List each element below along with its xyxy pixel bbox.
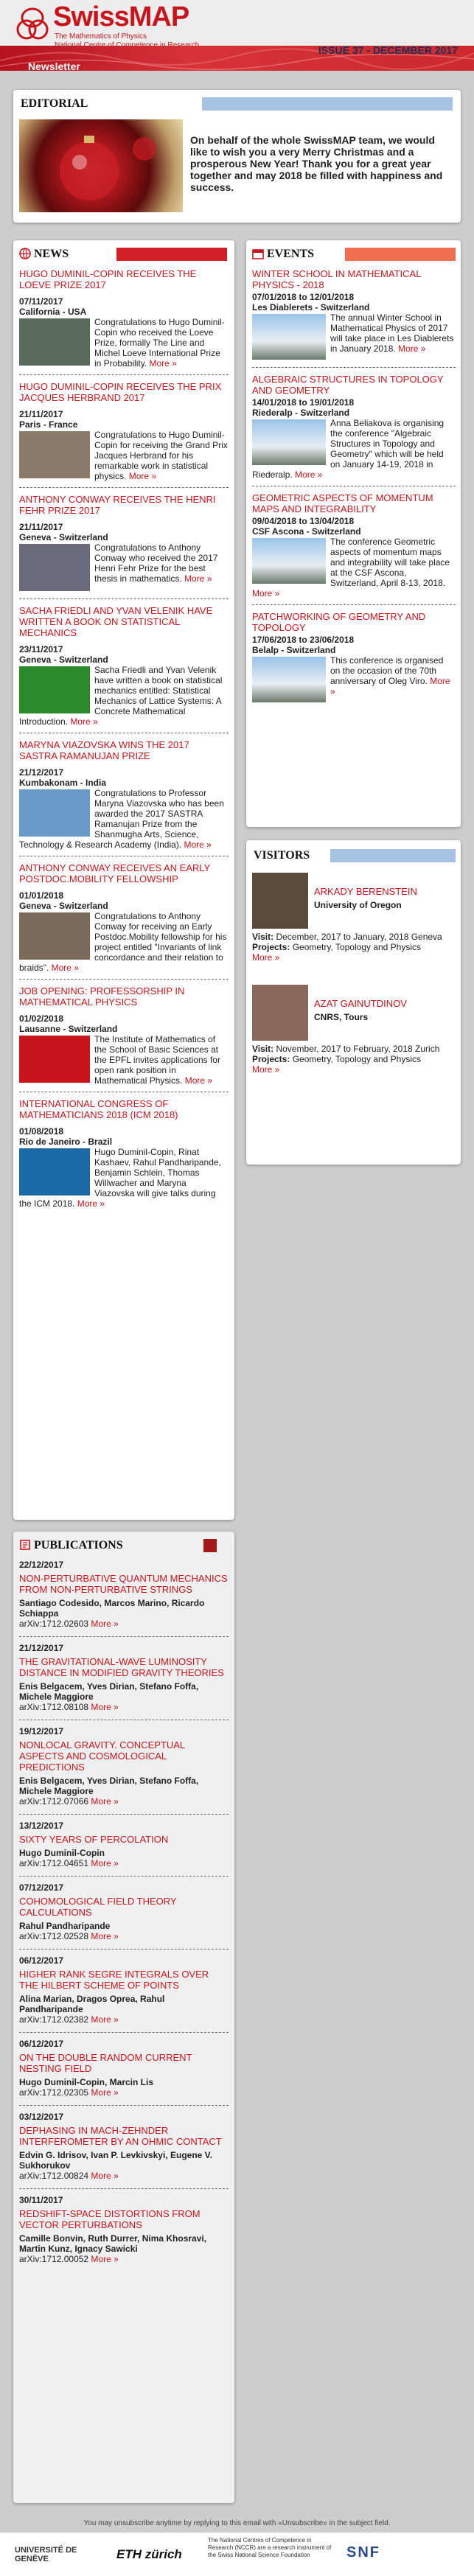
swissmap-logo-icon	[16, 4, 49, 44]
news-item-image[interactable]	[19, 1036, 90, 1083]
publication-title[interactable]: COHOMOLOGICAL FIELD THEORY CALCULATIONS	[19, 1896, 177, 1918]
publication-date: 13/12/2017	[19, 1821, 64, 1831]
publication-separator	[19, 2032, 229, 2033]
event-item-title[interactable]: WINTER SCHOOL IN MATHEMATICAL PHYSICS - 2018	[252, 268, 421, 290]
calendar-icon	[252, 248, 264, 259]
news-item-text: Congratulations to Anthony Conway for receiving an Early Postdoc.Mobility fellowship for his project entitled "Invariants of link concordance and their relation to braids".	[19, 911, 227, 973]
event-separator	[252, 604, 456, 605]
publication-separator	[19, 2105, 229, 2106]
news-item-text: Hugo Duminil-Copin, Rinat Kashaev, Rahul Pandharipande, Benjamin Schlein, Thomas Willwacher and Maryna Viazovska will give talks during the ICM 2018.	[19, 1147, 221, 1209]
visit-text: December, 2017 to January, 2018 Geneva	[276, 932, 442, 942]
christmas-ornament-icon	[19, 119, 183, 212]
news-item-text: Sacha Friedli and Yvan Velenik have written a book on statistical mechanics entitled: Statistical Mechanics of Lattice Systems: A Concrete Mathematical Introduction.	[19, 665, 223, 727]
more-link[interactable]: More »	[91, 1619, 119, 1629]
news-item-body	[19, 911, 229, 973]
news-panel	[13, 240, 234, 1520]
event-item-date: 14/01/2018 to 19/01/2018	[252, 397, 355, 408]
event-item-date: 17/06/2018 to 23/06/2018	[252, 635, 355, 645]
publication-title[interactable]: ON THE DOUBLE RANDOM CURRENT NESTING FIELD	[19, 2052, 192, 2074]
event-item-title[interactable]: GEOMETRIC ASPECTS OF MOMENTUM MAPS AND INTEGRABILITY	[252, 492, 433, 514]
brand-title: SwissMAP	[53, 1, 189, 32]
arxiv-id: arXiv:1712.00824	[19, 2171, 89, 2181]
news-separator	[19, 374, 229, 375]
partner-logos	[0, 2533, 474, 2576]
visitor-institution: University of Oregon	[314, 900, 402, 910]
news-item-image[interactable]	[19, 912, 90, 960]
event-item-date: 07/01/2018 to 12/01/2018	[252, 292, 355, 302]
publication-arxiv	[19, 2087, 229, 2098]
news-item	[19, 268, 229, 375]
event-item-location: Riederalp - Switzerland	[252, 408, 350, 418]
publication-authors: Hugo Duminil-Copin	[19, 1848, 105, 1858]
arxiv-id: arXiv:1712.02603	[19, 1619, 89, 1629]
editorial-title: EDITORIAL	[21, 97, 88, 110]
visitor-institution: CNRS, Tours	[314, 1012, 369, 1022]
event-item-text: Anna Beliakova is organising the conference "Algebraic Structures in Topology and Geometry" which will be held on January 14-19, 2018 in Riederalp.	[252, 418, 445, 480]
nccr-logo[interactable]: The National Centres of Competence in Research (NCCR) are a research instrument of the Swiss National Science Foundation	[208, 2537, 332, 2558]
publication-arxiv	[19, 1702, 229, 1712]
news-item-text: Congratulations to Professor Maryna Viazovska who has been awarded the 2017 SASTRA Ramanujan Prize from the Shanmugha Arts, Science, Technology & Research Academy (India).	[19, 788, 224, 850]
publication-separator	[19, 1636, 229, 1637]
news-item-body	[19, 665, 229, 727]
publication-authors: Enis Belgacem, Yves Dirian, Stefano Foffa, Michele Maggiore	[19, 1776, 199, 1796]
publications-red-square	[203, 1539, 217, 1552]
news-item-location: Lausanne - Switzerland	[19, 1024, 118, 1034]
more-link[interactable]: More »	[91, 2171, 119, 2181]
events-title: EVENTS	[267, 248, 315, 260]
event-item-location: Belalp - Switzerland	[252, 645, 336, 655]
more-link[interactable]: More »	[91, 1858, 119, 1868]
visitors-title: VISITORS	[254, 849, 310, 862]
more-link[interactable]: More »	[91, 2087, 119, 2098]
news-item-title[interactable]: ANTHONY CONWAY RECEIVES AN EARLY POSTDOC.MOBILITY FELLOWSHIP	[19, 862, 211, 884]
projects-label: Projects:	[252, 1054, 290, 1064]
event-separator	[252, 367, 456, 368]
news-item-date: 01/08/2018	[19, 1126, 64, 1137]
publication-separator	[19, 1949, 229, 1950]
event-item	[252, 611, 456, 704]
visitors-panel	[246, 840, 461, 1165]
events-panel	[246, 240, 461, 827]
publication-item	[19, 2195, 229, 2264]
projects-text: Geometry, Topology and Physics	[292, 1054, 422, 1064]
event-item	[252, 492, 456, 605]
publications-list	[19, 1560, 229, 2270]
editorial-image	[19, 119, 183, 212]
publication-title[interactable]: SIXTY YEARS OF PERCOLATION	[19, 1834, 169, 1845]
more-link[interactable]: More »	[91, 1796, 119, 1807]
news-item-body	[19, 542, 229, 593]
event-item-body	[252, 313, 456, 361]
news-item	[19, 985, 229, 1092]
news-separator	[19, 979, 229, 980]
arxiv-id: arXiv:1712.07066	[19, 1796, 89, 1807]
publication-date: 21/12/2017	[19, 1643, 64, 1653]
news-item	[19, 1098, 229, 1209]
news-item-date: 01/02/2018	[19, 1013, 64, 1024]
news-item-body	[19, 1147, 229, 1209]
visitor-photo[interactable]	[252, 985, 308, 1041]
book-icon	[19, 1539, 31, 1551]
publication-item	[19, 1955, 229, 2033]
publication-title[interactable]: HIGHER RANK SEGRE INTEGRALS OVER THE HILBERT SCHEME OF POINTS	[19, 1969, 209, 1991]
newsletter-label: Newsletter	[28, 60, 80, 72]
arxiv-id: arXiv:1712.02382	[19, 2014, 89, 2025]
publications-title: PUBLICATIONS	[34, 1539, 123, 1551]
arxiv-id: arXiv:1712.02528	[19, 1931, 89, 1941]
visitors-list	[252, 873, 456, 1097]
more-link[interactable]: More »	[330, 676, 450, 697]
issue-label: ISSUE 37 - DECEMBER 2017	[318, 44, 458, 56]
event-item-body	[252, 537, 456, 598]
news-item-date: 23/11/2017	[19, 644, 63, 655]
eth-logo[interactable]: ETH zürich	[116, 2547, 182, 2561]
visitor-visit	[252, 932, 456, 942]
more-link[interactable]: More »	[91, 1702, 119, 1712]
more-link[interactable]: More »	[252, 588, 280, 598]
events-list	[252, 268, 456, 710]
publication-authors: Edvin G. Idrisov, Ivan P. Levkivskyi, Eugene V. Sukhorukov	[19, 2150, 212, 2171]
news-item-title[interactable]: MARYNA VIAZOVSKA WINS THE 2017 SASTRA RAMANUJAN PRIZE	[19, 739, 189, 761]
publication-item	[19, 1821, 229, 1877]
publication-item	[19, 1882, 229, 1950]
events-title-bar	[345, 248, 456, 261]
publication-item	[19, 2039, 229, 2106]
news-item-title[interactable]: HUGO DUMINIL-COPIN RECEIVES THE LOEVE PRIZE 2017	[19, 268, 197, 290]
visitors-title-bar	[330, 849, 456, 862]
news-item-image[interactable]	[19, 789, 90, 837]
event-item-image[interactable]	[252, 538, 326, 584]
event-item-location: CSF Ascona - Switzerland	[252, 526, 361, 537]
arxiv-id: arXiv:1712.00052	[19, 2254, 89, 2264]
more-link[interactable]: More »	[184, 573, 212, 584]
news-item-location: Paris - France	[19, 419, 78, 430]
news-item-body	[19, 317, 229, 369]
visitor-projects	[252, 942, 456, 952]
publication-title[interactable]: REDSHIFT-SPACE DISTORTIONS FROM VECTOR PERTURBATIONS	[19, 2208, 201, 2230]
publication-title[interactable]: NONLOCAL GRAVITY. CONCEPTUAL ASPECTS AND COSMOLOGICAL PREDICTIONS	[19, 1739, 185, 1773]
news-item-title[interactable]: HUGO DUMINIL-COPIN RECEIVES THE PRIX JACQUES HERBRAND 2017	[19, 381, 222, 403]
news-item-body	[19, 1034, 229, 1086]
publication-arxiv	[19, 2254, 229, 2264]
news-item-text: Congratulations to Hugo Duminil-Copin who received the Loeve Prize, formally The Line and Michel Loeve International Prize in Probability.	[94, 317, 225, 369]
visitor-name[interactable]: AZAT GAINUTDINOV	[314, 998, 407, 1009]
news-item-location: Kumbakonam - India	[19, 778, 107, 788]
projects-text: Geometry, Topology and Physics	[292, 942, 422, 952]
more-link[interactable]: More »	[252, 952, 280, 963]
publication-item	[19, 1560, 229, 1637]
event-item	[252, 374, 456, 486]
publication-authors: Alina Marian, Dragos Oprea, Rahul Pandharipande	[19, 1994, 165, 2014]
publication-item	[19, 1643, 229, 1720]
more-link[interactable]: More »	[77, 1198, 105, 1209]
projects-label: Projects:	[252, 942, 290, 952]
news-list	[19, 268, 229, 1215]
publication-arxiv	[19, 1619, 229, 1629]
news-item-text: Congratulations to Anthony Conway who received the 2017 Henri Fehr Prize for the best thesis in mathematics.	[94, 542, 218, 584]
news-separator	[19, 487, 229, 488]
news-item-image[interactable]	[19, 431, 90, 478]
more-link[interactable]: More »	[398, 343, 426, 354]
more-link[interactable]: More »	[70, 716, 98, 727]
event-item-title[interactable]: PATCHWORKING OF GEOMETRY AND TOPOLOGY	[252, 611, 426, 633]
brand-subtitle: The Mathematics of Physics	[55, 32, 147, 41]
news-item-body	[19, 430, 229, 481]
news-item-location: Rio de Janeiro - Brazil	[19, 1137, 113, 1147]
publication-separator	[19, 1876, 229, 1877]
event-item-title[interactable]: ALGEBRAIC STRUCTURES IN TOPOLOGY AND GEOMETRY	[252, 374, 444, 396]
news-item-date: 21/11/2017	[19, 409, 63, 419]
news-title: NEWS	[34, 248, 69, 260]
publication-arxiv	[19, 2014, 229, 2025]
publication-authors: Santiago Codesido, Marcos Marino, Ricardo Schiappa	[19, 1598, 205, 1619]
publication-title[interactable]: THE GRAVITATIONAL-WAVE LUMINOSITY DISTANCE IN MODIFIED GRAVITY THEORIES	[19, 1656, 224, 1678]
visitor-projects	[252, 1054, 456, 1064]
news-item-image[interactable]	[19, 318, 90, 366]
publication-arxiv	[19, 1931, 229, 1941]
news-item-location: California - USA	[19, 307, 87, 317]
unsubscribe-note: You may unsubscribe anytime by replying to this email with «Unsubscribe» in the subject field.	[83, 2519, 391, 2527]
news-item-text: Congratulations to Hugo Duminil-Copin for receiving the Grand Prix Jacques Herbrand for his remarkable work in statistical physics.	[94, 430, 228, 481]
news-item-body	[19, 788, 229, 850]
visit-text: November, 2017 to February, 2018 Zurich	[276, 1044, 440, 1054]
publication-date: 06/12/2017	[19, 2039, 64, 2049]
more-link[interactable]: More »	[91, 1931, 119, 1941]
publication-date: 06/12/2017	[19, 1955, 64, 1966]
news-item	[19, 381, 229, 488]
visit-label: Visit:	[252, 1044, 274, 1054]
publication-item	[19, 2112, 229, 2189]
visit-label: Visit:	[252, 932, 274, 942]
news-item-image[interactable]	[19, 1148, 90, 1195]
more-link[interactable]: More »	[184, 1075, 213, 1086]
unige-logo[interactable]: UNIVERSITÉ DE GENÈVE	[15, 2546, 77, 2563]
visitor-item	[252, 873, 456, 963]
news-item-title[interactable]: INTERNATIONAL CONGRESS OF MATHEMATICIANS 2018 (ICM 2018)	[19, 1098, 178, 1120]
event-item-date: 09/04/2018 to 13/04/2018	[252, 516, 355, 526]
news-item-title[interactable]: SACHA FRIEDLI AND YVAN VELENIK HAVE WRITTEN A BOOK ON STATISTICAL MECHANICS	[19, 605, 213, 638]
news-item	[19, 739, 229, 856]
event-item-text: This conference is organised on the occasion of the 70th anniversary of Oleg Viro.	[330, 655, 444, 686]
news-item-text: The Institute of Mathematics of the School of Basic Sciences at the EPFL invites applications for open rank position in Mathematical Physics.	[94, 1034, 220, 1086]
more-link[interactable]: More »	[252, 1064, 280, 1075]
more-link[interactable]: More »	[91, 2254, 119, 2264]
event-item-location: Les Diablerets - Switzerland	[252, 302, 370, 313]
more-link[interactable]: More »	[128, 471, 157, 481]
event-item-image[interactable]	[252, 419, 326, 465]
visitor-visit	[252, 1044, 456, 1054]
visitor-header	[252, 985, 456, 1041]
news-separator	[19, 598, 229, 599]
publication-date: 19/12/2017	[19, 1726, 64, 1736]
news-item-date: 01/01/2018	[19, 890, 64, 901]
publication-date: 30/11/2017	[19, 2195, 63, 2205]
publication-item	[19, 1726, 229, 1815]
arxiv-id: arXiv:1712.02305	[19, 2087, 89, 2098]
news-item-location: Geneva - Switzerland	[19, 901, 108, 911]
news-item-image[interactable]	[19, 544, 90, 591]
publication-arxiv	[19, 1796, 229, 1807]
visitor-header	[252, 873, 456, 929]
publication-authors: Hugo Duminil-Copin, Marcin Lis	[19, 2077, 153, 2087]
publication-date: 03/12/2017	[19, 2112, 64, 2122]
event-item	[252, 268, 456, 368]
publication-separator	[19, 1814, 229, 1815]
publication-title[interactable]: DEPHASING IN MACH-ZEHNDER INTERFEROMETER BY AN OHMIC CONTACT	[19, 2125, 222, 2147]
arxiv-id: arXiv:1712.08108	[19, 1702, 89, 1712]
news-title-bar	[116, 248, 227, 261]
publication-date: 07/12/2017	[19, 1882, 64, 1893]
header	[0, 0, 474, 71]
visitor-photo[interactable]	[252, 873, 308, 929]
editorial-text: On behalf of the whole SwissMAP team, we would like to wish you a very Merry Christmas and a prosperous New Year! Thank you for a great year together and may 2018 be filled with happiness and success.	[190, 134, 443, 193]
news-item	[19, 494, 229, 599]
more-link[interactable]: More »	[295, 470, 323, 480]
publication-arxiv	[19, 1858, 229, 1868]
news-item-image[interactable]	[19, 666, 90, 713]
publications-panel	[13, 1532, 234, 2503]
arxiv-id: arXiv:1712.04651	[19, 1858, 89, 1868]
publication-date: 22/12/2017	[19, 1560, 64, 1570]
news-item-date: 21/11/2017	[19, 522, 63, 532]
publication-authors: Camille Bonvin, Ruth Durrer, Nima Khosravi, Martin Kunz, Ignacy Sawicki	[19, 2233, 207, 2254]
publication-separator	[19, 2188, 229, 2189]
news-item-title[interactable]: JOB OPENING: PROFESSORSHIP IN MATHEMATICAL PHYSICS	[19, 985, 185, 1008]
news-item	[19, 605, 229, 733]
publication-arxiv	[19, 2171, 229, 2181]
news-item-location: Geneva - Switzerland	[19, 655, 108, 665]
event-item-image[interactable]	[252, 657, 326, 702]
visitor-item	[252, 985, 456, 1075]
news-item-date: 21/12/2017	[19, 767, 64, 778]
visitor-name[interactable]: ARKADY BERENSTEIN	[314, 886, 417, 897]
editorial-title-bar	[202, 97, 453, 111]
globe-icon	[19, 248, 31, 259]
event-item-text: The conference Geometric aspects of momentum maps and integrability will take place at the CSF Ascona, Switzerland, April 8-13, 2018.	[330, 537, 450, 588]
more-link[interactable]: More »	[91, 2014, 119, 2025]
news-item-location: Geneva - Switzerland	[19, 532, 108, 542]
event-item-image[interactable]	[252, 314, 326, 360]
publication-authors: Enis Belgacem, Yves Dirian, Stefano Foffa, Michele Maggiore	[19, 1681, 199, 1702]
editorial-panel	[13, 90, 461, 223]
publication-authors: Rahul Pandharipande	[19, 1921, 111, 1931]
event-item-body	[252, 418, 456, 480]
news-item	[19, 862, 229, 980]
news-item-date: 07/11/2017	[19, 296, 63, 307]
news-item-title[interactable]: ANTHONY CONWAY RECEIVES THE HENRI FEHR PRIZE 2017	[19, 494, 216, 516]
more-link[interactable]: More »	[51, 963, 79, 973]
snf-logo[interactable]: SNF	[346, 2544, 380, 2561]
more-link[interactable]: More »	[149, 358, 177, 369]
publication-title[interactable]: NON-PERTURBATIVE QUANTUM MECHANICS FROM NON-PERTURBATIVE STRINGS	[19, 1573, 228, 1595]
event-item-body	[252, 655, 456, 704]
more-link[interactable]: More »	[184, 840, 212, 850]
event-item-text: The annual Winter School in Mathematical Physics of 2017 will take place in Les Diablerets in January 2018.	[330, 313, 454, 354]
